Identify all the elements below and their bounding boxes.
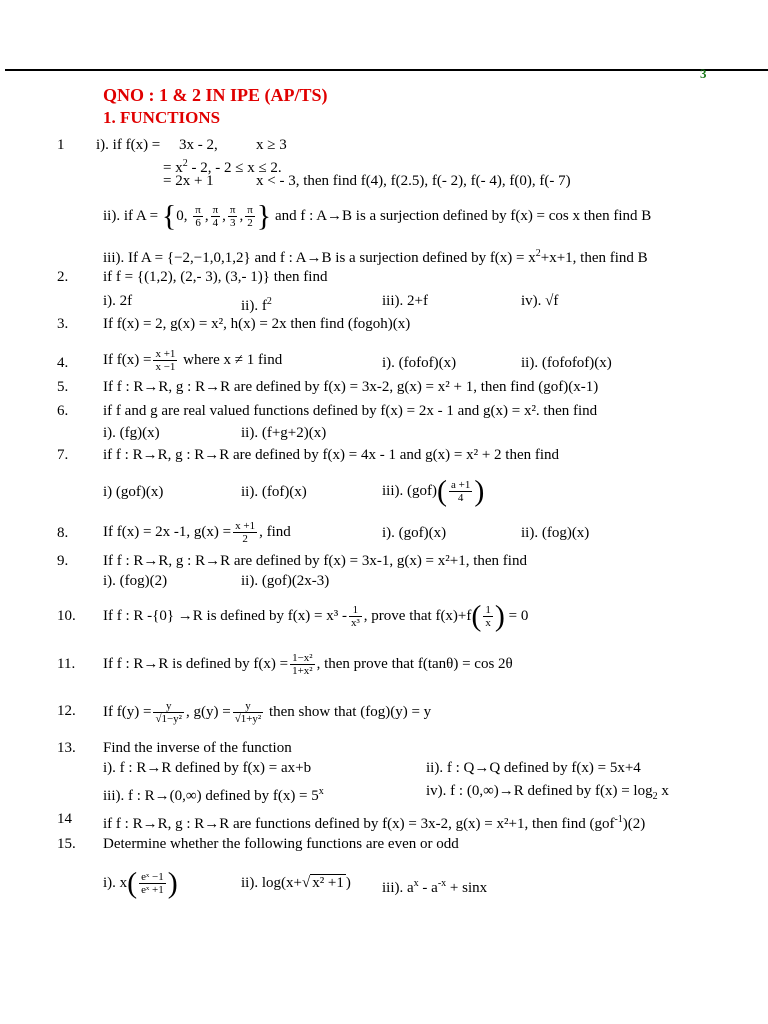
q-number: 12. bbox=[57, 703, 76, 719]
q8-text: If f(x) = 2x -1, g(x) = $\frac{x +1}{2}$ , find bbox=[103, 520, 291, 546]
q1-i-cond3: x < - 3, then find f(4), f(2.5), f(- 2), f(- 4), f(0), f(- 7) bbox=[256, 173, 571, 189]
q-number: 4. bbox=[57, 355, 69, 371]
q13-iii: iii). f : R→(0,∞) defined by $f(x) = 5^x$ bbox=[103, 786, 324, 804]
q4-e: ii). (fofofof)(x) bbox=[521, 355, 612, 371]
q15-i: i). x( $\frac{\text{eˣ −1}}{\text{eˣ +1}}$ ) bbox=[103, 866, 178, 900]
q7-text: if f : R→R, g : R→R are defined by f(x) = 4x - 1 and g(x) = x² + 2 then find bbox=[103, 447, 560, 463]
q5-text: If f : R→R, g : R→R are defined by f(x) = 3x-2, g(x) = x² + 1, then find (gof)(x-1) bbox=[103, 379, 599, 395]
q-number: 11. bbox=[57, 656, 76, 672]
q8-e: ii). (fog)(x) bbox=[521, 525, 590, 541]
q-number: 5. bbox=[57, 379, 69, 395]
q7-b: i) (gof)(x) bbox=[103, 484, 164, 500]
q13-iv: iv). f : (0,∞)→R defined by $f(x) = \log_2 x$ bbox=[426, 783, 669, 802]
q15-iii: iii). $a^x - a^{-x} + \sin x$ bbox=[382, 878, 488, 896]
q-number: 3. bbox=[57, 316, 69, 332]
q7-d: iii). (gof)( $\frac{a +1}{4}$ ) bbox=[382, 474, 485, 508]
q-number: 2. bbox=[57, 269, 69, 285]
q2-b: ii). $f^2$ bbox=[241, 296, 272, 314]
q4-c: i). (fofof)(x) bbox=[382, 355, 457, 371]
q15-ii: ii). log(x+√ x² +1 ) bbox=[241, 875, 351, 891]
q2-text: if f = {(1,2), (2,- 3), (3,- 1)} then find bbox=[103, 269, 328, 285]
q6-c: ii). (f+g+2)(x) bbox=[241, 425, 327, 441]
q2-c: iii). 2+f bbox=[382, 293, 428, 309]
q2-d: iv). √f bbox=[521, 293, 559, 309]
q6-text: if f and g are real valued functions defined by f(x) = 2x - 1 and g(x) = x². then find bbox=[103, 403, 598, 419]
q15-text: Determine whether the following functions are even or odd bbox=[103, 836, 459, 852]
q8-c: i). (gof)(x) bbox=[382, 525, 447, 541]
q1-ii: ii). if A = {0, $\frac{\pi}{6}$ , $\frac{\pi}{4}$ , $\frac{\pi}{3}$ , $\frac{\pi}{2}$ } and f : A→B is a surjection defined by f(x) = cos x then find B bbox=[103, 199, 652, 233]
top-rule bbox=[5, 69, 768, 71]
q1-iii: iii). If A = {−2,−1,0,1,2} and f : A→B is a surjection defined by $f(x) = x^2+x+1$, then find B bbox=[103, 248, 648, 266]
q13-text: Find the inverse of the function bbox=[103, 740, 292, 756]
q-number: 1 bbox=[57, 137, 65, 153]
q3-text: If f(x) = 2, g(x) = x², h(x) = 2x then find (fogoh)(x) bbox=[103, 316, 411, 332]
q2-a: i). 2f bbox=[103, 293, 133, 309]
section-heading: QNO : 1 & 2 IN IPE (AP/TS) bbox=[103, 85, 328, 105]
q-number: 8. bbox=[57, 525, 69, 541]
q-number: 13. bbox=[57, 740, 76, 756]
q-number: 10. bbox=[57, 608, 76, 624]
q14-text: if f : R→R, g : R→R are functions defined by f(x) = 3x-2, g(x) = x²+1, then find (gof$^{-1}$)(2) bbox=[103, 814, 646, 832]
q13-i: i). f : R→R defined by f(x) = ax+b bbox=[103, 760, 312, 776]
q1-i-label: i). if f(x) = bbox=[96, 137, 161, 153]
q1-i-cond1: x ≥ 3 bbox=[256, 137, 287, 153]
q9-b: i). (fog)(2) bbox=[103, 573, 168, 589]
q-number: 14 bbox=[57, 811, 72, 827]
q1-i-piece1: 3x - 2, bbox=[179, 137, 218, 153]
q10-text: If f : R -{0} →R is defined by f(x) = x³ - $\frac{1}{\text{x³}}$ , prove that f(x)+f( $\frac{1}{x}$ ) = 0 bbox=[103, 599, 529, 633]
q7-c: ii). (fof)(x) bbox=[241, 484, 307, 500]
q-number: 7. bbox=[57, 447, 69, 463]
q12-text: If f(y) = $\frac{y}{\text{√1−y²}}$ , g(y) = $\frac{y}{\text{√1+y²}}$ then show that (fog)(y) = y bbox=[103, 700, 432, 726]
chapter-title: 1. FUNCTIONS bbox=[103, 108, 221, 127]
q1-i-piece3: = 2x + 1 bbox=[163, 173, 214, 189]
page-number: 3 bbox=[700, 66, 707, 81]
q1-i-piece2: = $x^2 - 2$, - 2 ≤ x ≤ 2. bbox=[163, 158, 282, 176]
q13-ii: ii). f : Q→Q defined by f(x) = 5x+4 bbox=[426, 760, 641, 776]
q-number: 6. bbox=[57, 403, 69, 419]
q-number: 9. bbox=[57, 553, 69, 569]
q9-c: ii). (gof)(2x-3) bbox=[241, 573, 330, 589]
q4-text: If f(x) = $\frac{x +1}{x -1}$ where x ≠ 1 find bbox=[103, 348, 283, 374]
q6-b: i). (fg)(x) bbox=[103, 425, 160, 441]
q9-text: If f : R→R, g : R→R are defined by f(x) = 3x-1, g(x) = x²+1, then find bbox=[103, 553, 527, 569]
q11-text: If f : R→R is defined by f(x) = $\frac{\text{1−x²}}{\text{1+x²}}$ , then prove that f(tanθ) = cos 2θ bbox=[103, 652, 513, 678]
q-number: 15. bbox=[57, 836, 76, 852]
